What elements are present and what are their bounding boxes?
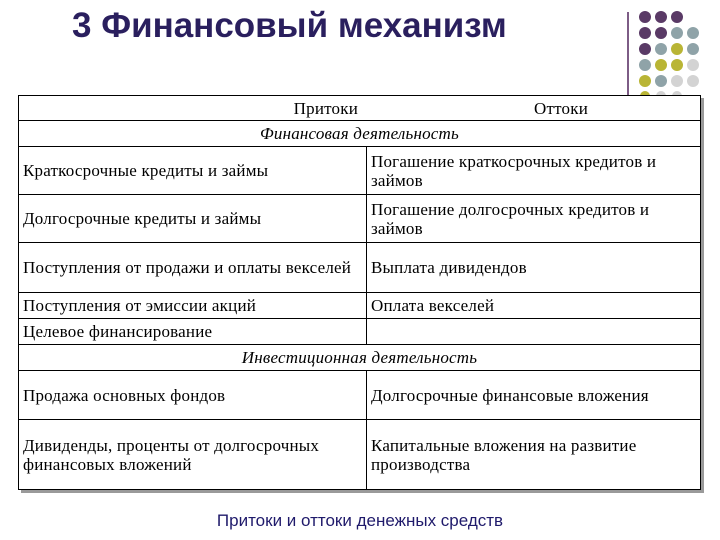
- section-title-investment: Инвестиционная деятельность: [241, 348, 478, 367]
- dot: [655, 75, 667, 87]
- outflow-cell: [366, 319, 700, 344]
- outflow-cell: Капитальные вложения на развитие производства: [366, 420, 700, 490]
- inflow-cell: Целевое финансирование: [23, 322, 213, 341]
- outflow-cell: Долгосрочные финансовые вложения: [366, 371, 700, 419]
- dot: [655, 43, 667, 55]
- dot: [687, 27, 699, 39]
- dot: [639, 43, 651, 55]
- inflow-cell: Поступления от продажи и оплаты векселей: [23, 258, 352, 277]
- dot: [687, 75, 699, 87]
- dot: [639, 27, 651, 39]
- table-row: [19, 370, 700, 419]
- dot: [687, 59, 699, 71]
- dot: [639, 59, 651, 71]
- dot: [687, 43, 699, 55]
- table-row: [19, 242, 700, 292]
- dot: [671, 11, 683, 23]
- table-row: [19, 419, 700, 490]
- dot: [655, 27, 667, 39]
- section-title-financial: Финансовая деятельность: [260, 124, 459, 143]
- section-row: [19, 120, 700, 146]
- dot: [655, 11, 667, 23]
- header-outflows: Оттоки: [534, 98, 588, 118]
- table-caption: Притоки и оттоки денежных средств: [216, 511, 504, 530]
- decorative-dot-grid: [0, 0, 720, 100]
- dot: [671, 75, 683, 87]
- table-header-row: [19, 96, 700, 120]
- outflow-cell: Погашение краткосрочных кредитов и займов: [366, 147, 700, 194]
- outflow-cell: Погашение долгосрочных кредитов и займов: [366, 195, 700, 242]
- dot: [655, 59, 667, 71]
- dot: [671, 43, 683, 55]
- inflow-cell: Дивиденды, проценты от долгосрочных финансовых вложений: [23, 436, 320, 474]
- inflow-cell: Продажа основных фондов: [23, 385, 226, 405]
- dot: [671, 27, 683, 39]
- section-row: [19, 344, 700, 370]
- dot: [671, 59, 683, 71]
- inflow-cell: Долгосрочные кредиты и займы: [23, 209, 262, 228]
- dot: [639, 75, 651, 87]
- table-row: [19, 292, 700, 318]
- outflow-cell: Выплата дивидендов: [366, 243, 700, 292]
- inflow-cell: Поступления от эмиссии акций: [23, 296, 257, 315]
- table-row: [19, 194, 700, 242]
- cash-flow-table: [18, 95, 701, 490]
- dot: [639, 11, 651, 23]
- table-row: [19, 318, 700, 344]
- header-inflows: Притоки: [293, 98, 358, 118]
- table-row: [19, 146, 700, 194]
- inflow-cell: Краткосрочные кредиты и займы: [23, 161, 269, 180]
- page-title: 3 Финансовый механизм: [72, 6, 507, 45]
- outflow-cell: Оплата векселей: [366, 293, 700, 318]
